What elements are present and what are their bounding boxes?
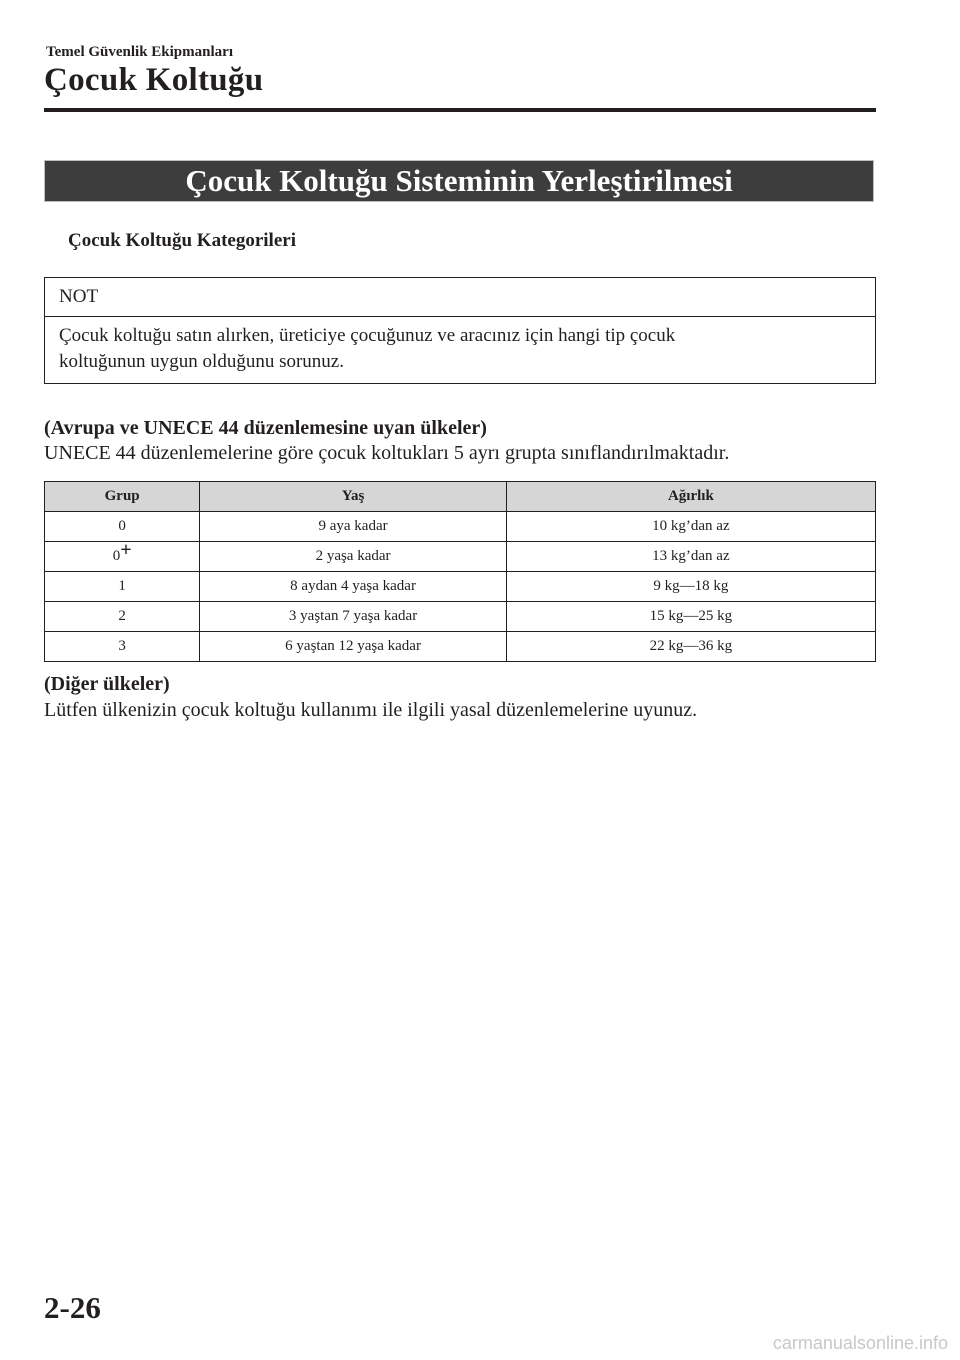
- other-countries-text: Lütfen ülkenizin çocuk koltuğu kullanımı ile ilgili yasal düzenlemelerine uyunuz.: [44, 699, 698, 721]
- other-countries-heading: (Diğer ülkeler): [44, 673, 170, 695]
- section-label: Temel Güvenlik Ekipmanları: [46, 44, 233, 60]
- cell-age: 2 yaşa kadar: [200, 542, 506, 572]
- cell-group: [45, 539, 200, 572]
- cell-age: 8 aydan 4 yaşa kadar: [200, 572, 506, 602]
- seat-category-table: [44, 481, 876, 662]
- cell-weight: 10 kg’dan az: [506, 512, 875, 542]
- cell-group: 0: [45, 512, 200, 542]
- cell-group: 2: [45, 602, 200, 632]
- plus-icon: +: [120, 539, 132, 561]
- table-row: [45, 602, 876, 632]
- header-group: Grup: [45, 482, 200, 512]
- cell-age: 9 aya kadar: [200, 512, 506, 542]
- cell-weight: 15 kg—25 kg: [506, 602, 875, 632]
- table-row: [45, 572, 876, 602]
- subheading: Çocuk Koltuğu Kategorileri: [68, 230, 296, 251]
- cell-group: 1: [45, 572, 200, 602]
- note-text: [45, 317, 875, 375]
- cell-age: 6 yaştan 12 yaşa kadar: [200, 632, 506, 662]
- europe-text: UNECE 44 düzenlemelerine göre çocuk koltukları 5 ayrı grupta sınıflandırılmaktadır.: [44, 442, 730, 464]
- table-header-row: [45, 482, 876, 512]
- cell-weight: 13 kg’dan az: [506, 542, 875, 572]
- cell-age: 3 yaştan 7 yaşa kadar: [200, 602, 506, 632]
- table-row: [45, 542, 876, 572]
- cell-weight: 9 kg—18 kg: [506, 572, 875, 602]
- chapter-divider: [44, 108, 876, 112]
- table-row: [45, 512, 876, 542]
- note-box: [44, 277, 876, 384]
- chapter-title: Çocuk Koltuğu: [44, 62, 264, 98]
- group-number: 0: [112, 548, 121, 564]
- note-text-line-1: Çocuk koltuğu satın alırken, üreticiye çocuğunuz ve aracınız için hangi tip çocuk: [59, 325, 676, 346]
- table-row: [45, 632, 876, 662]
- page-number: 2-26: [44, 1290, 101, 1325]
- header-weight: Ağırlık: [506, 482, 875, 512]
- note-title: NOT: [45, 278, 875, 317]
- banner-title: Çocuk Koltuğu Sisteminin Yerleştirilmesi: [185, 163, 733, 198]
- cell-weight: 22 kg—36 kg: [506, 632, 875, 662]
- watermark: carmanualsonline.info: [772, 1333, 948, 1353]
- note-text-line-2: koltuğunun uygun olduğunu sorunuz.: [59, 351, 344, 372]
- cell-group: 3: [45, 632, 200, 662]
- europe-heading: (Avrupa ve UNECE 44 düzenlemesine uyan ülkeler): [44, 417, 487, 439]
- header-age: Yaş: [200, 482, 506, 512]
- section-banner: [44, 160, 874, 202]
